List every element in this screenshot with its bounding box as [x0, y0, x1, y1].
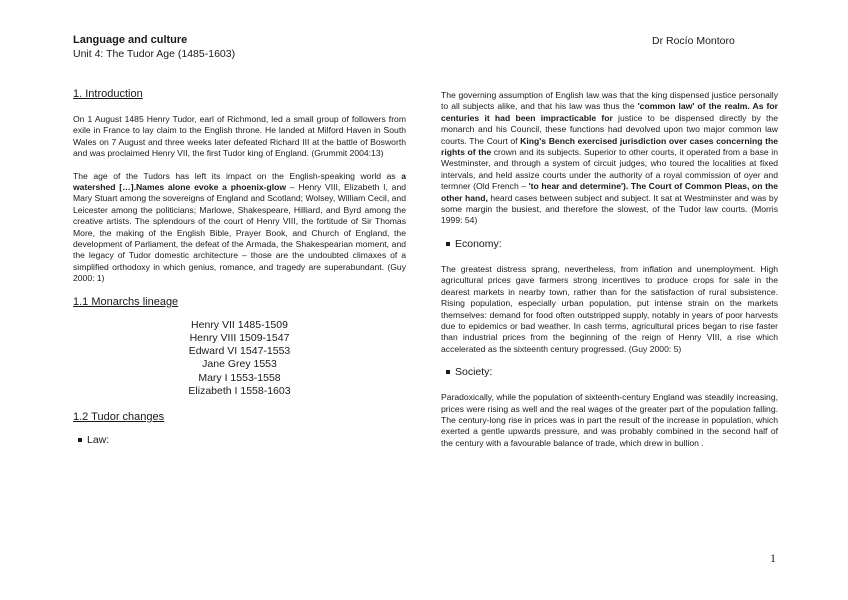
monarch-item: Henry VIII 1509-1547 — [189, 331, 290, 344]
monarchs-list — [73, 319, 406, 398]
law-text-c: justice to be dispensed directly by the monarch and his Council, these functions had devolved upon two major common law courts. The Court of — [441, 112, 778, 146]
right-column — [441, 90, 778, 460]
law-text-g: heard cases between subject and subject. It sat at Westminster and was by some margin the busiest, and therefore the slowest, of the Tudor law courts. (Morris 1999: 54) — [441, 192, 778, 226]
society-bullet-label: Society: — [455, 366, 493, 379]
intro-paragraph-1: On 1 August 1485 Henry Tudor, earl of Richmond, led a small group of followers from exile in France to lay claim to the English throne. He landed at Milford Haven in South Wales on 7 August and three weeks later defeated Richard III at the battle of Bosworth and was proclaimed Henry VII, the first Tudor king of England. (Grummit 2004:13) — [73, 114, 406, 159]
bullet-icon — [446, 370, 450, 374]
law-bullet-label: Law: — [87, 433, 110, 446]
monarch-item: Henry VII 1485-1509 — [191, 318, 288, 331]
intro-paragraph-2 — [73, 171, 406, 285]
economy-bullet-label: Economy: — [455, 237, 502, 250]
law-text-e: crown and its subjects. Superior to other courts, it operated from a base in Westminster, and through a system of circuit judges, who toured the localities at fixed intervals, and held assize courts under the authority of a royal commission of oyer and termner (Old French – — [441, 147, 778, 192]
monarch-item: Elizabeth I 1558-1603 — [188, 384, 291, 397]
law-bullet — [78, 434, 406, 447]
economy-bullet — [446, 238, 778, 251]
law-bold-3: 'to hear and determine'). The Court of Common Pleas, on the other hand, — [441, 181, 778, 203]
monarchs-heading: 1.1 Monarchs lineage — [73, 295, 179, 308]
tudor-changes-heading: 1.2 Tudor changes — [73, 410, 165, 423]
bullet-icon — [78, 438, 82, 442]
society-paragraph: Paradoxically, while the population of sixteenth-century England was steadily increasing, prices were rising as well and the real wages of the greater part of the population falling. The century-long rise in prices was in part the result of the increase in population, which exerted a gentle upwards pressure, and was probably combined in the second half of the century with a favourable balance of trade, which drew in bullion . — [441, 392, 778, 448]
intro-p2-bold: a watershed […].Names alone evoke a phoenix-glow — [73, 170, 406, 193]
monarch-item: Jane Grey 1553 — [202, 358, 277, 371]
author-name: Dr Rocío Montoro — [652, 35, 735, 47]
bullet-icon — [446, 242, 450, 246]
law-paragraph — [441, 90, 778, 227]
monarch-item: Edward VI 1547-1553 — [188, 345, 291, 358]
law-bold-1: 'common law' of the realm. As for centuries it had been impracticable for — [441, 101, 778, 123]
intro-p2-text-a: The age of the Tudors has left its impact on the English-speaking world as — [73, 170, 402, 181]
intro-heading: 1. Introduction — [73, 88, 143, 100]
unit-subtitle: Unit 4: The Tudor Age (1485-1603) — [73, 48, 236, 60]
law-bold-2: King's Bench exercised jurisdiction over cases concerning the rights of the — [441, 135, 778, 158]
law-text-a: The governing assumption of English law was that the king dispensed justice personally to all subjects alike, and that his law was thus the — [441, 90, 778, 112]
monarch-item: Mary I 1553-1558 — [198, 371, 281, 384]
course-title: Language and culture — [73, 34, 188, 46]
left-column — [73, 88, 406, 460]
society-bullet — [446, 366, 778, 379]
page-number: 1 — [770, 551, 776, 565]
economy-paragraph: The greatest distress sprang, nevertheless, from inflation and unemployment. High agricultural prices gave farmers strong incentives to produce crops for sale in the dearest markets in nearby town, rather than for the satisfaction of rural subsistence. Rising population, especially urban population, put intense strain on the markets themselves: demand for food often outstripped supply, notably in years of poor harvests due to epidemics or bad weather. In cash terms, agricultural prices began to rise faster than industrial prices from the beginning of the reign of Henry VIII, a rise which accelerated as the sixteenth century progressed. (Guy 2000: 5) — [441, 263, 778, 354]
intro-p2-text-c: – Henry VIII, Elizabeth I, and Mary Stuart among the sovereigns of England and Scotland; Wolsey, William Cecil, and Leicester among the politicians; Marlowe, Shakespeare, Hilliard, and Byrd among the creative artists. The splendours of the court of Henry VIII, the fortitude of Sir Thomas More, the making of the English Bible, Prayer Book, and Church of England, the development of Parliament, the defeat of the Armada, the Shakespearian moment, and the legacy of Tudor domestic architecture – those are the undoubted climaxes of a simplified orthodoxy in which genius, romance, and tragedy are superabundant. (Guy 2000: 1) — [73, 182, 407, 284]
